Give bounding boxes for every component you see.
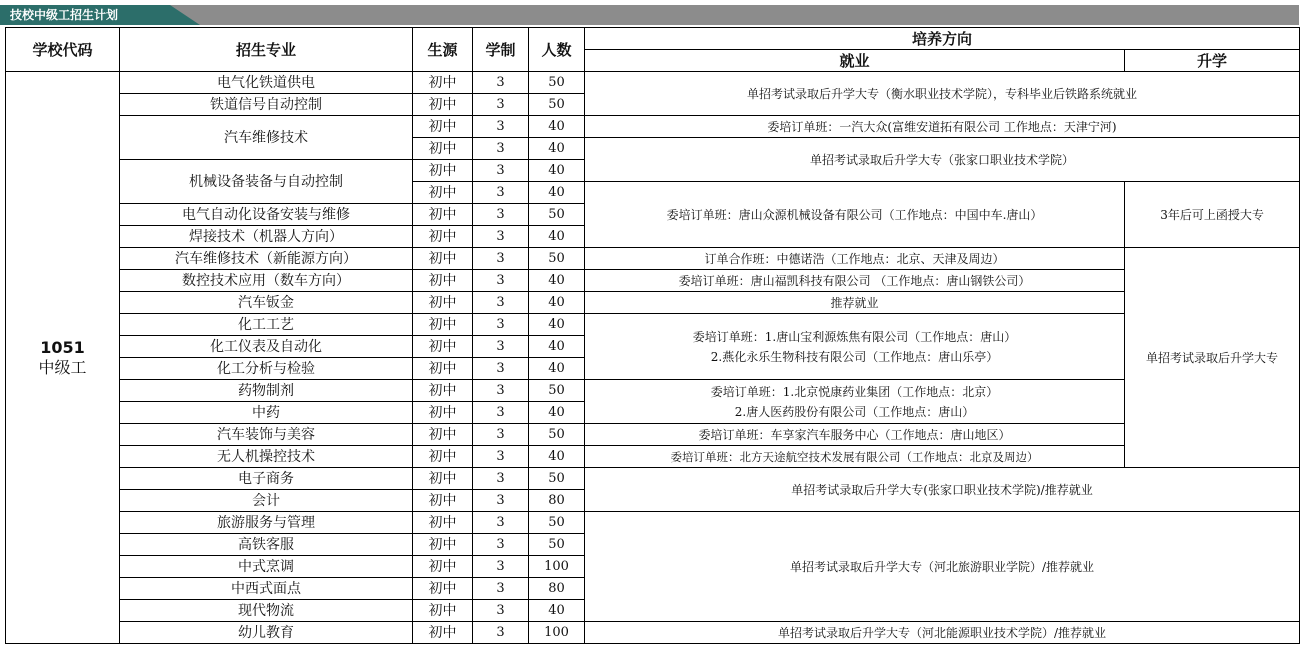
page-title: 技校中级工招生计划 xyxy=(10,8,119,22)
source-cell: 初中 xyxy=(413,182,473,204)
source-cell: 初中 xyxy=(413,380,473,402)
count-cell: 40 xyxy=(529,600,585,622)
source-cell: 初中 xyxy=(413,204,473,226)
employment-cell: 推荐就业 xyxy=(585,292,1125,314)
major-cell: 会计 xyxy=(120,490,413,512)
further-cell: 3年后可上函授大专 xyxy=(1125,182,1300,248)
years-cell: 3 xyxy=(473,72,529,94)
count-cell: 40 xyxy=(529,358,585,380)
school-level: 中级工 xyxy=(38,357,87,377)
years-cell: 3 xyxy=(473,226,529,248)
count-cell: 50 xyxy=(529,94,585,116)
employment-cell: 委培订单班：车享家汽车服务中心（工作地点：唐山地区） xyxy=(585,424,1125,446)
employment-cell: 单招考试录取后升学大专（衡水职业技术学院），专科毕业后铁路系统就业 xyxy=(585,72,1300,116)
years-cell: 3 xyxy=(473,402,529,424)
count-cell: 50 xyxy=(529,512,585,534)
source-cell: 初中 xyxy=(413,138,473,160)
employment-cell: 单招考试录取后升学大专(张家口职业技术学院)/推荐就业 xyxy=(585,468,1300,512)
source-cell: 初中 xyxy=(413,622,473,644)
further-cell: 单招考试录取后升学大专 xyxy=(1125,248,1300,468)
header-years: 学制 xyxy=(473,28,529,72)
years-cell: 3 xyxy=(473,292,529,314)
source-cell: 初中 xyxy=(413,226,473,248)
header-major: 招生专业 xyxy=(120,28,413,72)
employment-cell: 订单合作班：中德诺浩（工作地点：北京、天津及周边） xyxy=(585,248,1125,270)
source-cell: 初中 xyxy=(413,468,473,490)
years-cell: 3 xyxy=(473,248,529,270)
count-cell: 40 xyxy=(529,336,585,358)
source-cell: 初中 xyxy=(413,424,473,446)
major-cell: 电气化铁道供电 xyxy=(120,72,413,94)
count-cell: 40 xyxy=(529,116,585,138)
years-cell: 3 xyxy=(473,446,529,468)
major-cell: 电子商务 xyxy=(120,468,413,490)
source-cell: 初中 xyxy=(413,248,473,270)
major-cell: 汽车装饰与美容 xyxy=(120,424,413,446)
years-cell: 3 xyxy=(473,336,529,358)
header-employment: 就业 xyxy=(585,50,1125,72)
years-cell: 3 xyxy=(473,424,529,446)
count-cell: 100 xyxy=(529,622,585,644)
employment-cell: 单招考试录取后升学大专（张家口职业技术学院） xyxy=(585,138,1300,182)
source-cell: 初中 xyxy=(413,512,473,534)
years-cell: 3 xyxy=(473,270,529,292)
major-cell: 数控技术应用（数车方向） xyxy=(120,270,413,292)
years-cell: 3 xyxy=(473,314,529,336)
years-cell: 3 xyxy=(473,622,529,644)
major-cell: 汽车维修技术（新能源方向） xyxy=(120,248,413,270)
count-cell: 40 xyxy=(529,182,585,204)
years-cell: 3 xyxy=(473,468,529,490)
employment-cell xyxy=(585,314,1125,380)
header-source: 生源 xyxy=(413,28,473,72)
count-cell: 100 xyxy=(529,556,585,578)
major-cell: 汽车钣金 xyxy=(120,292,413,314)
title-bar xyxy=(0,5,1299,25)
header-count: 人数 xyxy=(529,28,585,72)
source-cell: 初中 xyxy=(413,94,473,116)
source-cell: 初中 xyxy=(413,600,473,622)
major-cell: 化工仪表及自动化 xyxy=(120,336,413,358)
header-further: 升学 xyxy=(1125,50,1300,72)
major-cell: 幼儿教育 xyxy=(120,622,413,644)
years-cell: 3 xyxy=(473,94,529,116)
major-cell: 机械设备装备与自动控制 xyxy=(120,160,413,204)
count-cell: 50 xyxy=(529,424,585,446)
years-cell: 3 xyxy=(473,380,529,402)
major-cell: 现代物流 xyxy=(120,600,413,622)
source-cell: 初中 xyxy=(413,160,473,182)
source-cell: 初中 xyxy=(413,358,473,380)
major-cell: 中药 xyxy=(120,402,413,424)
employment-cell: 委培订单班：北方天途航空技术发展有限公司（工作地点：北京及周边） xyxy=(585,446,1125,468)
major-cell: 铁道信号自动控制 xyxy=(120,94,413,116)
employment-cell xyxy=(585,380,1125,424)
years-cell: 3 xyxy=(473,490,529,512)
major-cell: 焊接技术（机器人方向） xyxy=(120,226,413,248)
count-cell: 80 xyxy=(529,490,585,512)
years-cell: 3 xyxy=(473,204,529,226)
header-direction: 培养方向 xyxy=(585,28,1300,50)
count-cell: 40 xyxy=(529,160,585,182)
count-cell: 40 xyxy=(529,292,585,314)
major-cell: 药物制剂 xyxy=(120,380,413,402)
count-cell: 50 xyxy=(529,534,585,556)
major-cell: 高铁客服 xyxy=(120,534,413,556)
employment-line: 委培订单班：1.唐山宝利源炼焦有限公司（工作地点：唐山） xyxy=(692,329,1017,344)
years-cell: 3 xyxy=(473,116,529,138)
source-cell: 初中 xyxy=(413,578,473,600)
major-cell: 无人机操控技术 xyxy=(120,446,413,468)
major-cell: 旅游服务与管理 xyxy=(120,512,413,534)
employment-line: 2.燕化永乐生物科技有限公司（工作地点：唐山乐亭） xyxy=(710,349,999,364)
source-cell: 初中 xyxy=(413,292,473,314)
school-code-cell xyxy=(6,72,120,644)
count-cell: 40 xyxy=(529,226,585,248)
major-cell: 电气自动化设备安装与维修 xyxy=(120,204,413,226)
count-cell: 40 xyxy=(529,138,585,160)
employment-line: 委培订单班：1.北京悦康药业集团（工作地点：北京） xyxy=(710,384,999,399)
source-cell: 初中 xyxy=(413,446,473,468)
major-cell: 汽车维修技术 xyxy=(120,116,413,160)
count-cell: 50 xyxy=(529,468,585,490)
count-cell: 40 xyxy=(529,402,585,424)
enrollment-table xyxy=(5,27,1300,644)
years-cell: 3 xyxy=(473,358,529,380)
years-cell: 3 xyxy=(473,182,529,204)
count-cell: 40 xyxy=(529,446,585,468)
years-cell: 3 xyxy=(473,138,529,160)
major-cell: 中西式面点 xyxy=(120,578,413,600)
employment-cell: 单招考试录取后升学大专（河北能源职业技术学院）/推荐就业 xyxy=(585,622,1300,644)
years-cell: 3 xyxy=(473,578,529,600)
source-cell: 初中 xyxy=(413,490,473,512)
employment-cell: 委培订单班：唐山福凯科技有限公司 （工作地点：唐山钢铁公司） xyxy=(585,270,1125,292)
employment-line: 2.唐人医药股份有限公司（工作地点：唐山） xyxy=(734,404,975,419)
source-cell: 初中 xyxy=(413,534,473,556)
employment-cell: 单招考试录取后升学大专（河北旅游职业学院）/推荐就业 xyxy=(585,512,1300,622)
count-cell: 40 xyxy=(529,270,585,292)
school-code: 1051 xyxy=(40,337,85,357)
count-cell: 40 xyxy=(529,314,585,336)
employment-cell: 委培订单班：一汽大众(富维安道拓有限公司 工作地点：天津宁河) xyxy=(585,116,1300,138)
count-cell: 50 xyxy=(529,204,585,226)
source-cell: 初中 xyxy=(413,116,473,138)
years-cell: 3 xyxy=(473,556,529,578)
years-cell: 3 xyxy=(473,534,529,556)
count-cell: 50 xyxy=(529,72,585,94)
major-cell: 化工工艺 xyxy=(120,314,413,336)
major-cell: 化工分析与检验 xyxy=(120,358,413,380)
years-cell: 3 xyxy=(473,600,529,622)
years-cell: 3 xyxy=(473,160,529,182)
source-cell: 初中 xyxy=(413,556,473,578)
source-cell: 初中 xyxy=(413,314,473,336)
source-cell: 初中 xyxy=(413,402,473,424)
header-code: 学校代码 xyxy=(6,28,120,72)
source-cell: 初中 xyxy=(413,270,473,292)
major-cell: 中式烹调 xyxy=(120,556,413,578)
employment-cell: 委培订单班：唐山众源机械设备有限公司（工作地点：中国中车.唐山） xyxy=(585,182,1125,248)
count-cell: 80 xyxy=(529,578,585,600)
source-cell: 初中 xyxy=(413,72,473,94)
source-cell: 初中 xyxy=(413,336,473,358)
years-cell: 3 xyxy=(473,512,529,534)
count-cell: 50 xyxy=(529,380,585,402)
count-cell: 50 xyxy=(529,248,585,270)
